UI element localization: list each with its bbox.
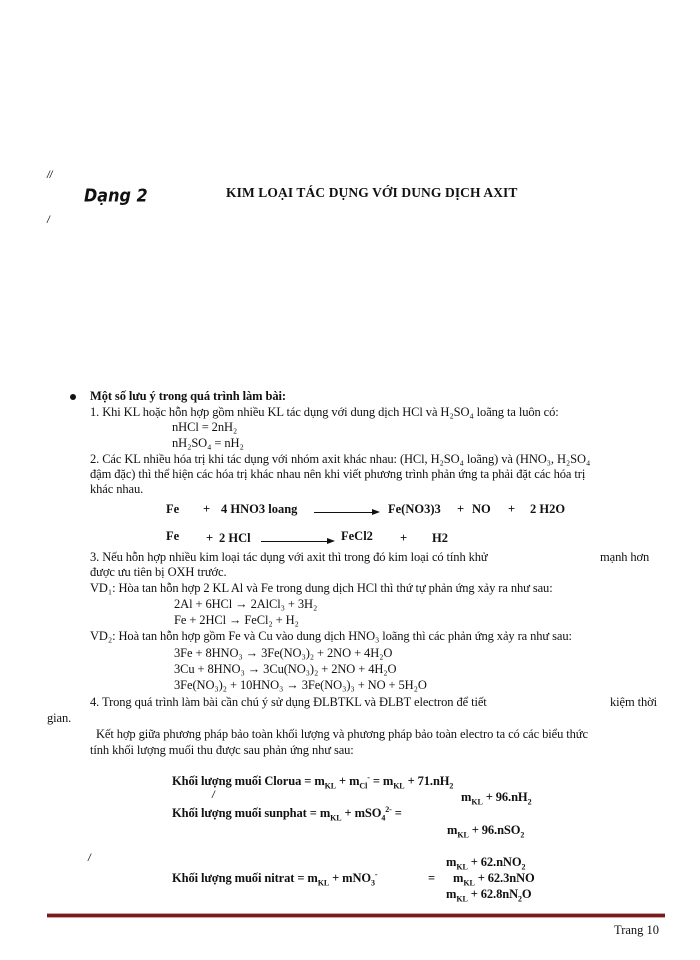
sub-2: 2 [521,862,526,872]
note-item-2-line1: 2. Các KL nhiều hóa trị khi tác dụng với nhóm axit khác nhau: (HCl, H₂SO₄ loãng) và (HNO₃, H₂SO₄ [90,452,591,466]
sub-2: 2 [527,797,532,807]
reaction2-plus2: + [400,531,408,545]
reaction1-hno3: 4 HNO3 loang [221,502,298,516]
reaction2-product2: H2 [432,531,448,545]
equation-nh2so4: nH₂SO₄ = nH₂ [172,436,244,450]
sub-4: 4 [381,813,386,823]
formula-sunphat-h2 [461,790,531,805]
note-item-2-line3: khác nhau. [90,482,144,496]
formula-sunphat-eq: = [391,806,402,820]
reaction1-product3: 2 H2O [530,502,566,516]
reaction1-plus: + [203,502,211,516]
formula-nitrat-eq: = [428,871,436,885]
section-label-dang2: Dạng 2 [84,185,148,206]
sub-2: 2 [520,830,525,840]
example-2-eq2: 3Cu + 8HNO₃ → 3Cu(NO₃)₂ + 2NO + 4H₂O [174,662,397,676]
reaction2-fe: Fe [166,529,180,543]
sub-kl: KL [324,781,337,791]
reaction2-hcl: 2 HCl [219,531,251,545]
reaction2-product1: FeCl2 [341,529,373,543]
formula-nitrat-label: Khối lượng muối nitrat = m [172,871,318,885]
formula-nitrat-no [453,871,535,886]
formula-nitrat [172,871,377,886]
notes-heading: Một số lưu ý trong quá trình làm bài: [90,389,286,403]
sup-minus: - [374,869,378,879]
sub-kl: KL [456,894,468,904]
note-item-1 [90,405,559,420]
sub-kl: KL [393,781,405,791]
formula-clorua-mid: + m [336,774,360,788]
formula-nitrat-n2o [446,887,532,902]
example-2-text: VD₂: Hoà tan hỗn hợp gồm Fe và Cu vào dung dịch HNO₃ loãng thì các phản ứng xảy ra như sau: [90,629,572,643]
example-1-eq2: Fe + 2HCl → FeCl₂ + H₂ [174,613,299,627]
sub-kl: KL [471,797,483,807]
sub-kl: KL [456,862,468,872]
page-title: KIM LOẠI TÁC DỤNG VỚI DUNG DỊCH AXIT [226,185,518,200]
formula-sunphat-so2 [447,823,524,838]
sub-cl: Cl [359,781,368,791]
sup-2minus: 2- [385,804,392,814]
note-item-1-text: 1. Khi KL hoặc hỗn hợp gồm nhiều KL tác dụng với dung dịch HCl và H₂SO₄ loãng ta luôn có: [90,405,559,419]
footer-rule-bottom [47,917,665,918]
m: m [461,790,472,804]
sub-kl: KL [463,878,475,888]
m: m [446,887,457,901]
combine-line2: tính khối lượng muối thu được sau phản ứng như sau: [90,743,354,757]
m: m [447,823,458,837]
sub-kl: KL [457,830,469,840]
sup-minus: - [367,772,370,782]
tail: + 96.nH [482,790,528,804]
reaction1-plus2: + [457,502,465,516]
bullet-icon [70,394,76,400]
example-2-eq3: 3Fe(NO₃)₂ + 10HNO₃ → 3Fe(NO₃)₃ + NO + 5H₂O [174,678,427,692]
reaction1-arrow-line [314,512,374,513]
tail: + 62.3nNO [474,871,535,885]
reaction2-plus: + [206,531,214,545]
formula-clorua-tail: + 71.nH [404,774,450,788]
note-item-3-line2: được ưu tiên bị OXH trước. [90,565,227,579]
formula-clorua [172,774,453,789]
arrow-right-icon [327,538,335,544]
formula-clorua-label: Khối lượng muối Clorua = m [172,774,325,788]
sub-2: 2 [449,781,454,791]
reaction1-product1: Fe(NO3)3 [388,502,441,516]
page-number: Trang 10 [614,923,660,937]
arrow-right-icon [372,509,380,515]
tail: + 62.nNO [467,855,522,869]
m: m [446,855,457,869]
example-1-text: VD₁: Hòa tan hỗn hợp 2 KL Al và Fe trong dung dịch HCl thì thứ tự phản ứng xảy ra như sau: [90,581,553,595]
tail: + 96.nSO [468,823,521,837]
example-2-eq1: 3Fe + 8HNO₃ → 3Fe(NO₃)₂ + 2NO + 4H₂O [174,646,393,660]
tail-o: O [521,887,532,901]
equation-nhcl: nHCl = 2nH₂ [172,420,238,434]
stray-mark-formula1: / [212,790,215,801]
note-item-4-line1b: kiệm thời [610,695,658,709]
combine-line1: Kết hợp giữa phương pháp bảo toàn khối lượng và phương pháp bảo toàn electro ta có các biểu thức [96,727,588,741]
formula-nitrat-no2 [446,855,525,870]
reaction1-fe: Fe [166,502,180,516]
tail: + 62.8nN [467,887,519,901]
m: m [453,871,464,885]
formula-nitrat-mid: + mNO [329,871,371,885]
formula-sunphat [172,806,402,821]
sub-3: 3 [371,878,375,888]
formula-sunphat-label: Khối lượng muối sunphat = m [172,806,331,820]
formula-clorua-eq: = m [369,774,394,788]
sub-2: 2 [518,894,522,904]
stray-mark-top: // [47,170,53,181]
stray-mark-mid: / [47,215,50,226]
reaction1-plus3: + [508,502,516,516]
note-item-2-line2: đậm đặc) thì thể hiện các hóa trị khác nhau nên khi viết phương trình phản ứng ta phải đặt các hóa trị [90,467,586,481]
reaction2-arrow-line [261,541,329,542]
note-item-4-line2: gian. [47,711,72,725]
sub-kl: KL [317,878,330,888]
sub-kl: KL [330,813,342,823]
example-1-eq1: 2Al + 6HCl → 2AlCl₃ + 3H₂ [174,597,318,611]
stray-mark-formula2: / [88,853,91,864]
note-item-3-line1b: mạnh hơn [600,550,650,564]
formula-sunphat-mid: + mSO [341,806,382,820]
note-item-4-line1a: 4. Trong quá trình làm bài cần chú ý sử dụng ĐLBTKL và ĐLBT electron để tiết [90,695,487,709]
reaction1-product2: NO [472,502,491,516]
note-item-3-line1a: 3. Nếu hỗn hợp nhiều kim loại tác dụng với axit thì trong đó kim loại có tính khử [90,550,488,564]
